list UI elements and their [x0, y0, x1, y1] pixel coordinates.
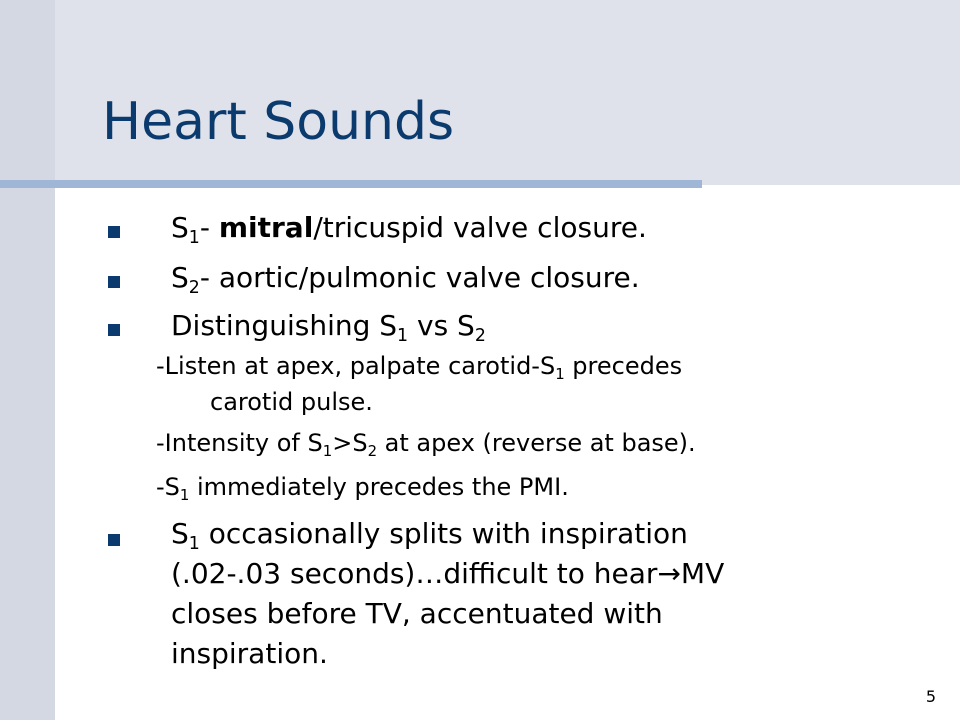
bullet-square-icon [108, 534, 120, 546]
bullet-item-line: inspiration. [171, 637, 328, 670]
slide-title: Heart Sounds [102, 92, 455, 152]
right-arrow-icon: → [657, 557, 681, 590]
bullet-square-icon [108, 226, 120, 238]
bullet-square-icon [108, 324, 120, 336]
bullet-item: $S_1-$ mitral/tricuspid valve closure. [171, 211, 647, 249]
slide-number: 5 [925, 687, 936, 706]
bullet-item-line: $S_1$ occasionally splits with inspiration [171, 517, 688, 555]
title-underline [0, 180, 702, 188]
bullet-item-line: closes before TV, accentuated with [171, 597, 663, 630]
bullet-item: Distinguishing $S_1$ vs $S_2$ [171, 309, 486, 347]
sub-item: $-S_1$ immediately precedes the PMI. [156, 473, 569, 505]
bullet-item-line: (.02-.03 seconds)…difficult to hear→MV [171, 557, 725, 590]
sub-item-continuation: carotid pulse. [210, 388, 373, 416]
bullet-square-icon [108, 276, 120, 288]
sub-item: -Intensity of $S_1>S_2$ at apex (reverse at base). [156, 429, 696, 461]
sub-item: -Listen at apex, palpate carotid-$S_1$ precedes [156, 352, 683, 384]
left-accent-bar [0, 0, 55, 720]
bullet-item: $S_2-$ aortic/pulmonic valve closure. [171, 261, 640, 299]
